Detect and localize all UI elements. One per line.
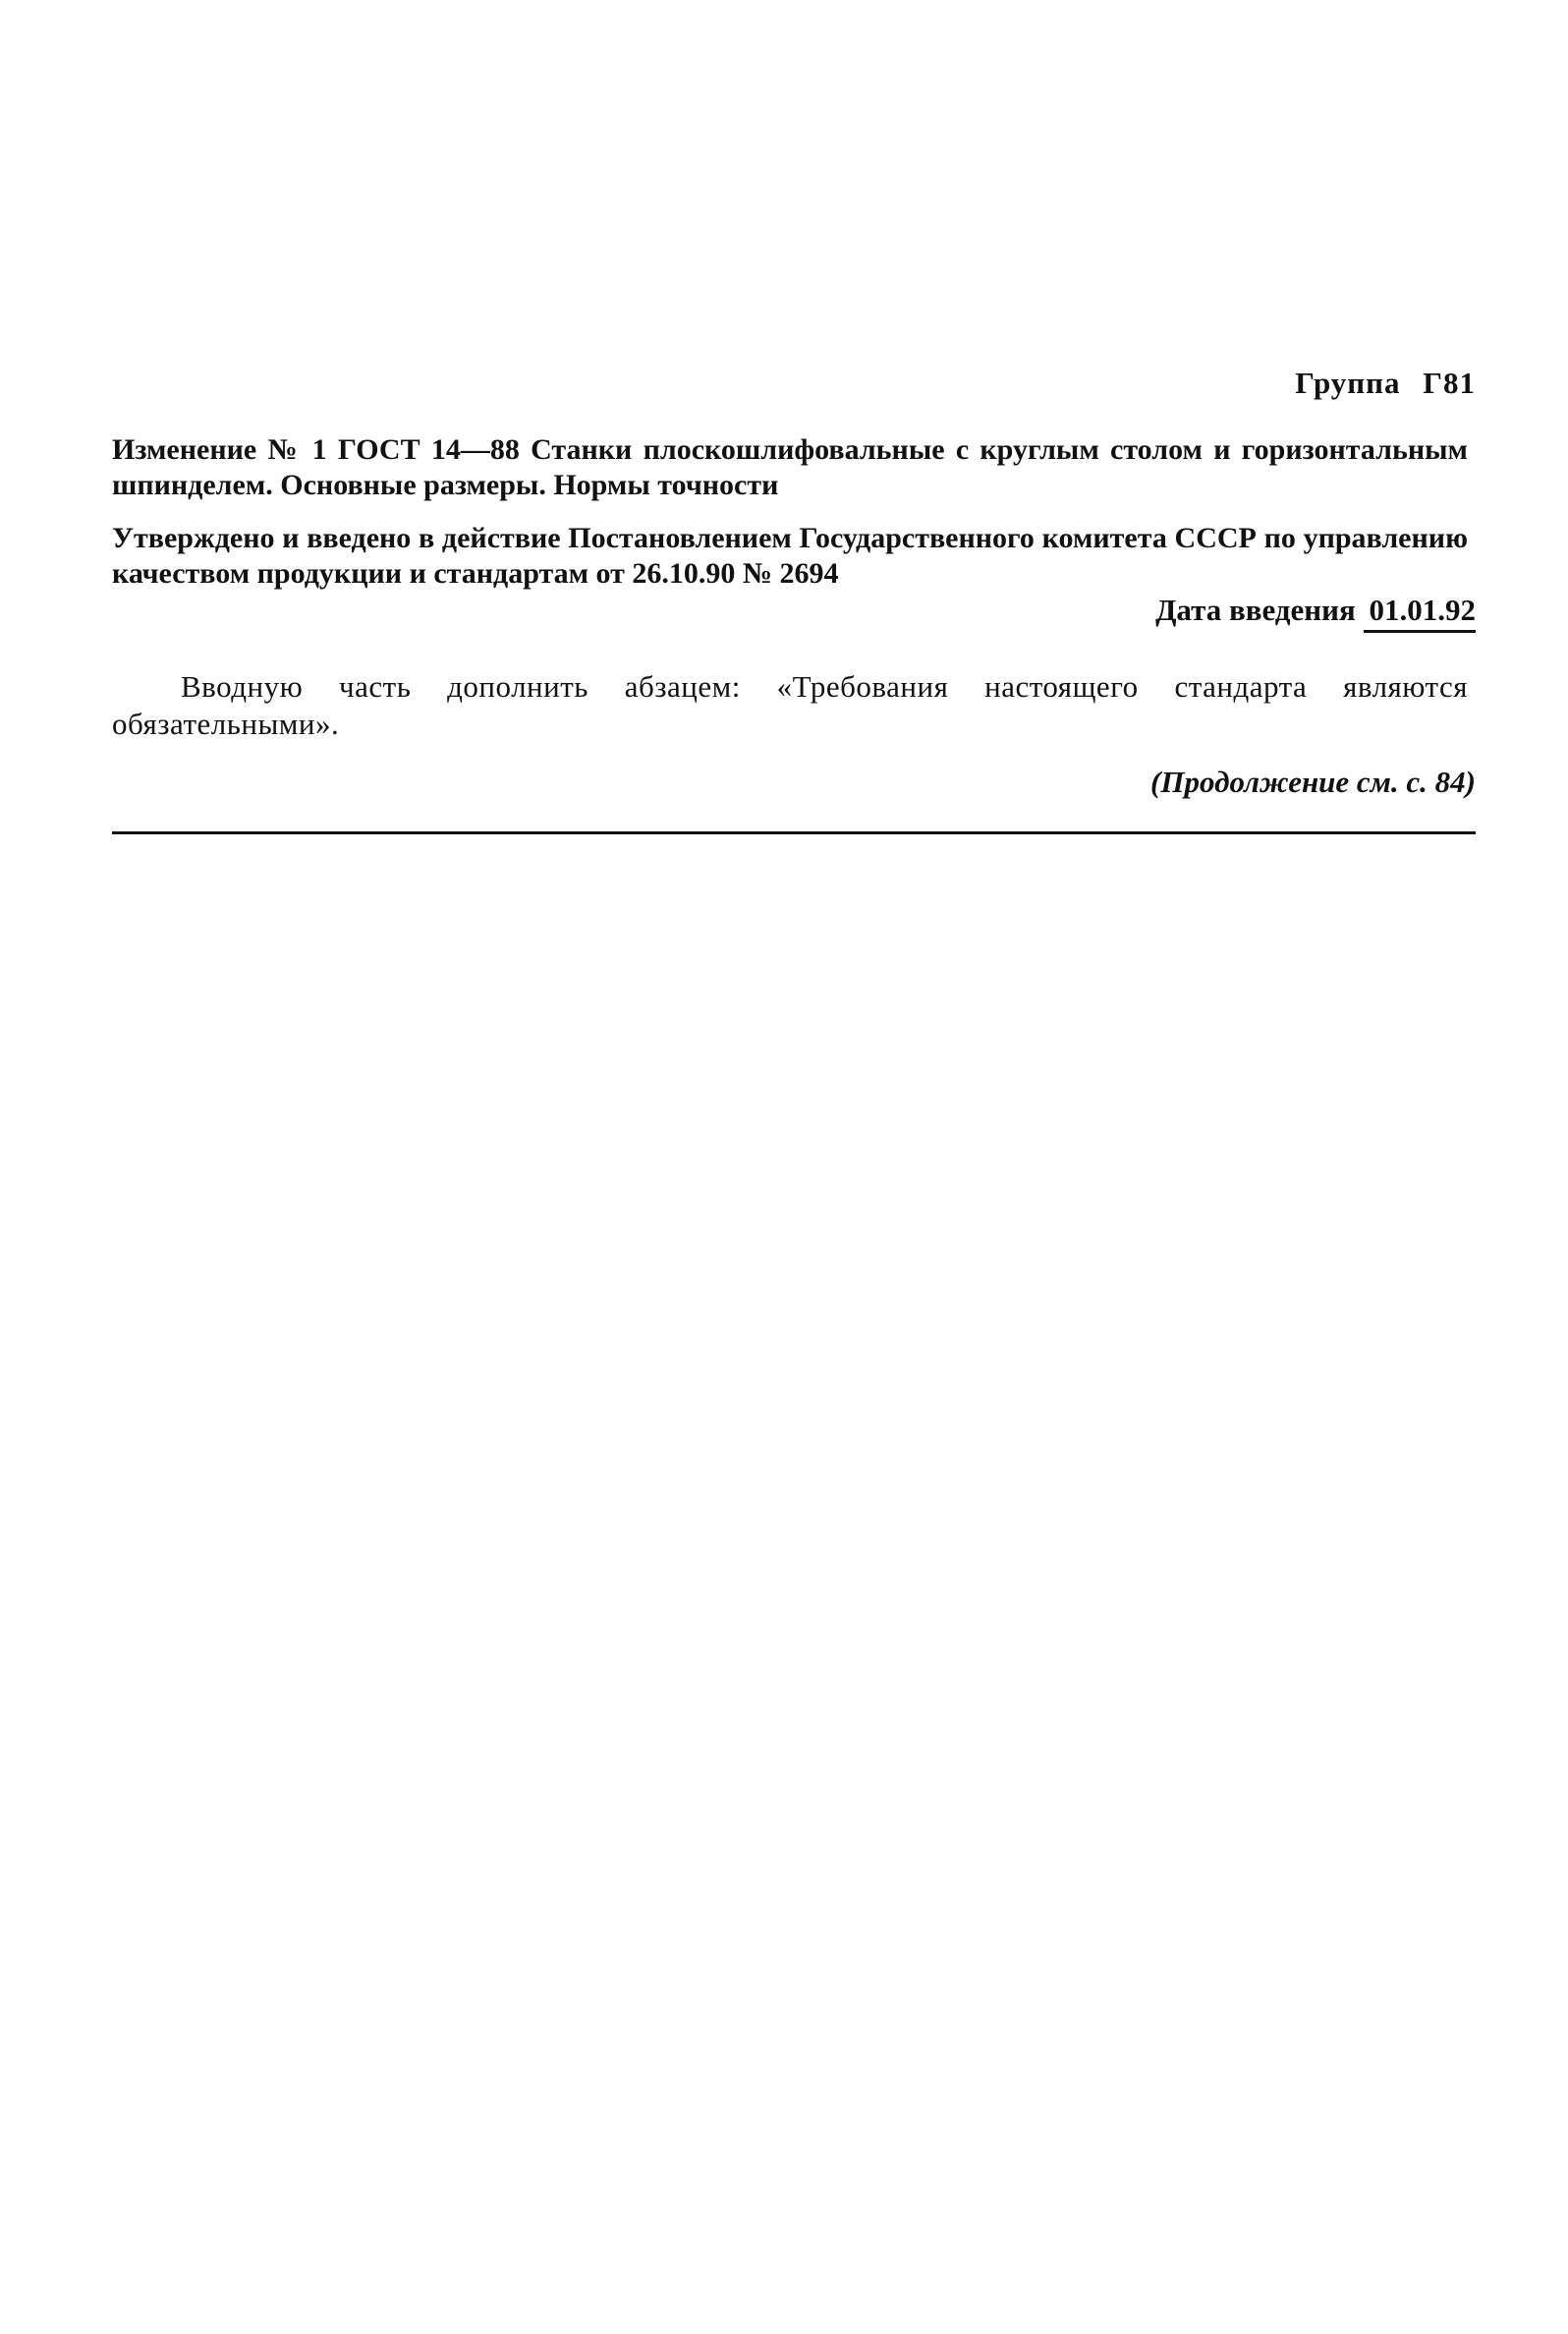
effective-date-value: 01.01.92 — [1364, 593, 1477, 633]
effective-date — [1155, 593, 1476, 633]
amendment-body: Вводную часть дополнить абзацем: «Требования настоящего стандарта являются обязательными». — [112, 669, 1468, 741]
approval-statement: Утверждено и введено в действие Постановлением Государственного комитета СССР по управлению качеством продукции и стандартам от 26.10.90 № 2694 — [112, 522, 1468, 590]
effective-date-label: Дата введения — [1155, 593, 1356, 627]
continuation-note: (Продолжение см. с. 84) — [1150, 765, 1476, 799]
group-code: Группа Г81 — [1295, 366, 1476, 400]
divider-line — [112, 831, 1476, 834]
amendment-title: Изменение № 1 ГОСТ 14—88 Станки плоскошлифовальные с круглым столом и горизонтальным шпинделем. Основные размеры. Нормы точности — [112, 433, 1468, 501]
